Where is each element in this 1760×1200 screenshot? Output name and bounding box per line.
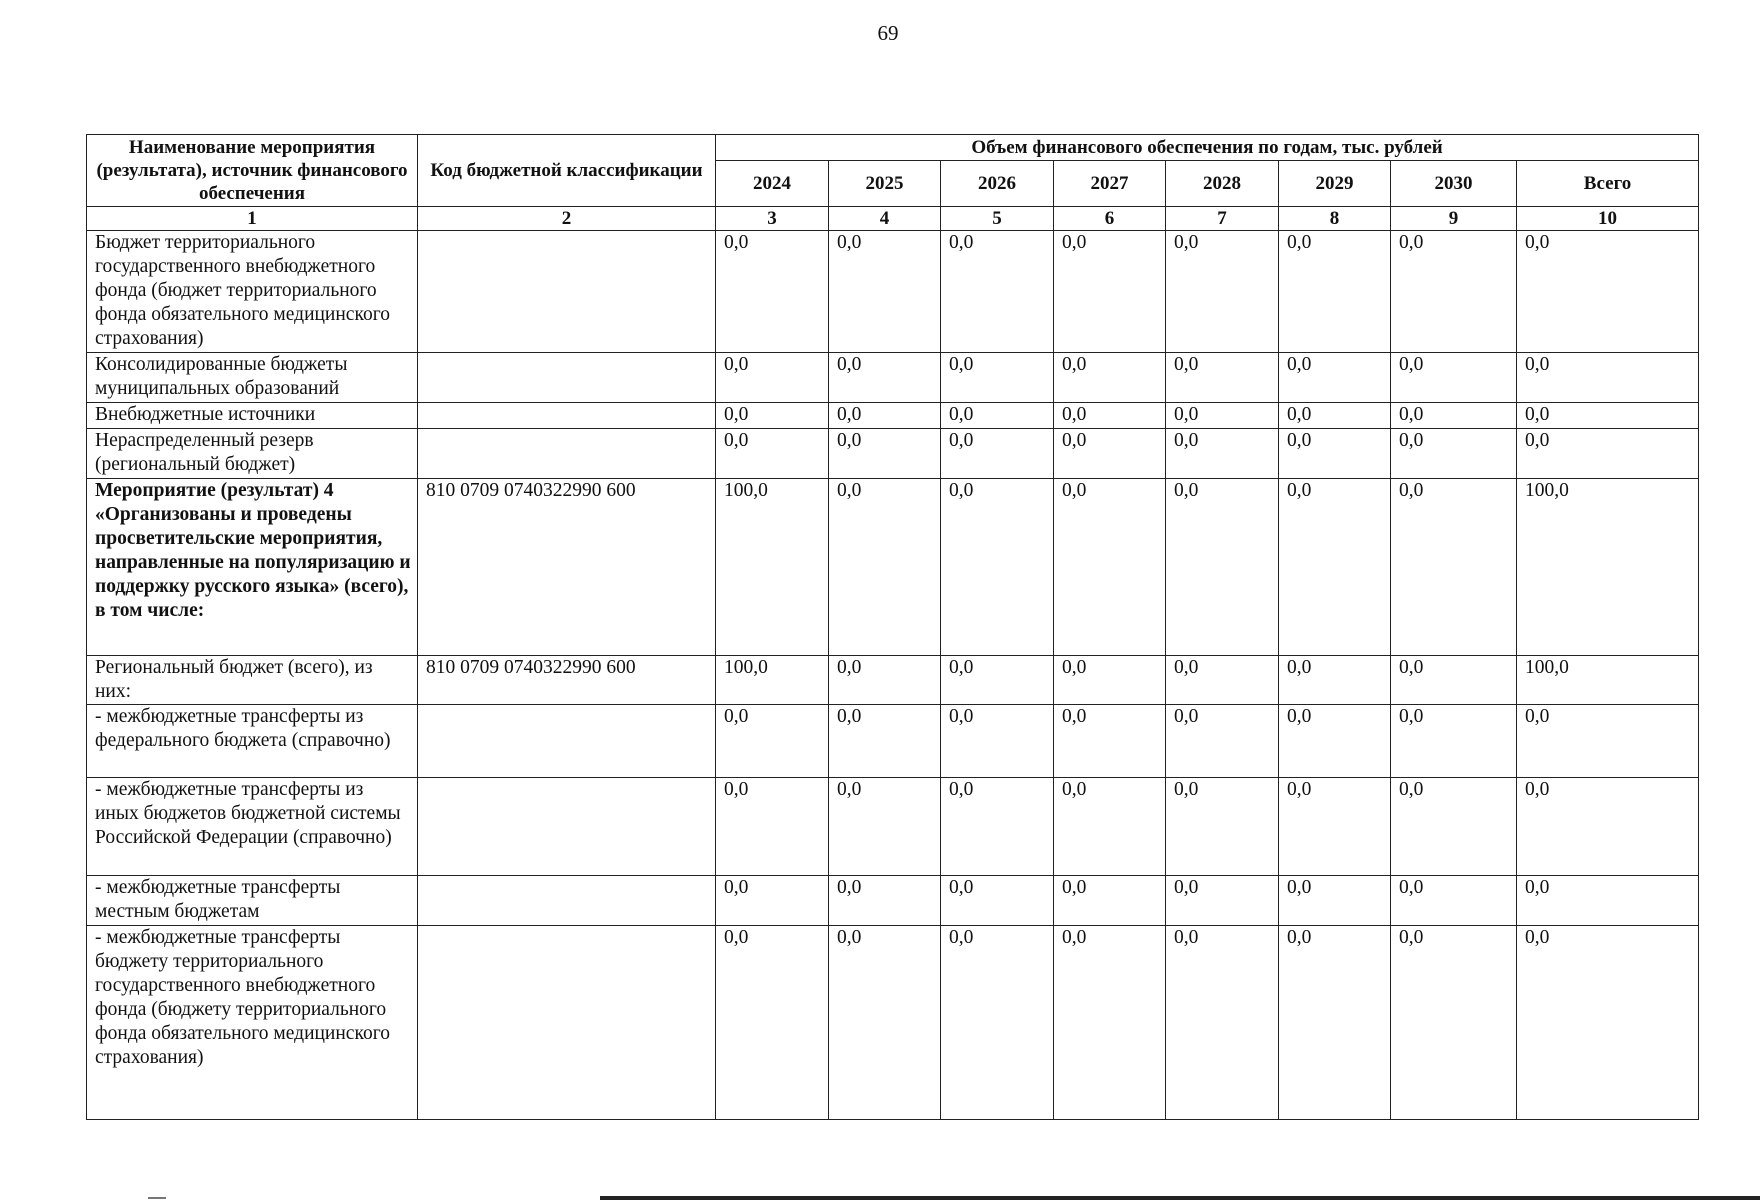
row-value: 0,0 [1279, 705, 1391, 778]
row-value: 0,0 [1054, 403, 1166, 429]
table-row [87, 876, 1699, 926]
row-total: 0,0 [1517, 876, 1699, 926]
scan-artifact-line [600, 1196, 1760, 1200]
row-value: 0,0 [1054, 429, 1166, 479]
header-year: 2026 [941, 161, 1054, 207]
row-value: 0,0 [941, 656, 1054, 705]
header-year: 2027 [1054, 161, 1166, 207]
row-total: 0,0 [1517, 231, 1699, 353]
row-value: 0,0 [941, 876, 1054, 926]
row-value: 0,0 [1279, 429, 1391, 479]
column-number: 8 [1279, 207, 1391, 231]
row-total: 100,0 [1517, 656, 1699, 705]
row-value: 0,0 [716, 353, 829, 403]
row-total: 0,0 [1517, 403, 1699, 429]
row-value: 0,0 [1054, 926, 1166, 1120]
row-value: 0,0 [1054, 231, 1166, 353]
row-value: 0,0 [716, 403, 829, 429]
row-value: 0,0 [1279, 778, 1391, 876]
row-value: 0,0 [1054, 778, 1166, 876]
row-value: 0,0 [941, 778, 1054, 876]
row-value: 0,0 [1391, 231, 1517, 353]
row-value: 0,0 [1279, 479, 1391, 656]
table-row [87, 705, 1699, 778]
row-name: - межбюджетные трансферты бюджету территориального государственного внебюджетного фонда (бюджету территориального фонда обязательного медицинского страхования) [87, 926, 418, 1120]
row-value: 0,0 [1054, 876, 1166, 926]
row-value: 0,0 [1391, 353, 1517, 403]
row-value: 0,0 [1391, 656, 1517, 705]
row-code: 810 0709 0740322990 600 [418, 656, 716, 705]
column-number: 2 [418, 207, 716, 231]
header-year: 2028 [1166, 161, 1279, 207]
row-value: 0,0 [1166, 778, 1279, 876]
row-value: 0,0 [941, 429, 1054, 479]
budget-table-wrapper [86, 134, 1699, 1120]
row-value: 0,0 [1279, 876, 1391, 926]
row-value: 0,0 [1166, 656, 1279, 705]
row-value: 0,0 [941, 479, 1054, 656]
row-value: 0,0 [1279, 231, 1391, 353]
row-name: Нераспределенный резерв (региональный бюджет) [87, 429, 418, 479]
row-value: 0,0 [1391, 778, 1517, 876]
table-row [87, 479, 1699, 656]
row-value: 0,0 [1054, 353, 1166, 403]
row-value: 0,0 [829, 429, 941, 479]
row-name: Консолидированные бюджеты муниципальных образований [87, 353, 418, 403]
column-number: 10 [1517, 207, 1699, 231]
table-row [87, 778, 1699, 876]
row-value: 0,0 [1166, 926, 1279, 1120]
table-row [87, 429, 1699, 479]
header-year: 2030 [1391, 161, 1517, 207]
header-row-numbers [87, 207, 1699, 231]
header-name: Наименование мероприятия (результата), источник финансового обеспечения [87, 135, 418, 207]
row-code [418, 353, 716, 403]
row-total: 0,0 [1517, 926, 1699, 1120]
row-value: 0,0 [829, 479, 941, 656]
table-row [87, 926, 1699, 1120]
row-value: 0,0 [941, 231, 1054, 353]
row-value: 0,0 [1166, 705, 1279, 778]
row-value: 0,0 [716, 231, 829, 353]
column-number: 1 [87, 207, 418, 231]
row-value: 0,0 [1391, 876, 1517, 926]
scan-artifact-dash [148, 1197, 166, 1199]
row-value: 0,0 [829, 353, 941, 403]
row-value: 0,0 [1391, 403, 1517, 429]
table-row [87, 403, 1699, 429]
column-number: 9 [1391, 207, 1517, 231]
row-code [418, 429, 716, 479]
row-value: 0,0 [716, 926, 829, 1120]
row-value: 0,0 [829, 705, 941, 778]
row-value: 0,0 [829, 778, 941, 876]
row-value: 0,0 [1279, 353, 1391, 403]
row-total: 0,0 [1517, 353, 1699, 403]
row-value: 0,0 [716, 876, 829, 926]
row-value: 0,0 [1391, 429, 1517, 479]
table-row [87, 353, 1699, 403]
row-total: 0,0 [1517, 705, 1699, 778]
column-number: 3 [716, 207, 829, 231]
header-volume: Объем финансового обеспечения по годам, тыс. рублей [716, 135, 1699, 161]
row-name: Мероприятие (результат) 4 «Организованы и проведены просветительские мероприятия, направленные на популяризацию и поддержку русского языка» (всего), в том числе: [87, 479, 418, 656]
row-code [418, 705, 716, 778]
column-number: 6 [1054, 207, 1166, 231]
row-code [418, 876, 716, 926]
row-name: Бюджет территориального государственного внебюджетного фонда (бюджет территориального фонда обязательного медицинского страхования) [87, 231, 418, 353]
row-code: 810 0709 0740322990 600 [418, 479, 716, 656]
row-value: 0,0 [716, 705, 829, 778]
header-year: 2029 [1279, 161, 1391, 207]
row-code [418, 403, 716, 429]
row-value: 0,0 [829, 656, 941, 705]
row-value: 0,0 [1279, 403, 1391, 429]
row-total: 100,0 [1517, 479, 1699, 656]
row-value: 0,0 [1166, 403, 1279, 429]
row-value: 0,0 [1391, 926, 1517, 1120]
row-value: 0,0 [1279, 656, 1391, 705]
row-name: Внебюджетные источники [87, 403, 418, 429]
row-value: 0,0 [1391, 705, 1517, 778]
row-value: 0,0 [1166, 479, 1279, 656]
row-value: 0,0 [716, 778, 829, 876]
row-name: - межбюджетные трансферты из иных бюджетов бюджетной системы Российской Федерации (справочно) [87, 778, 418, 876]
row-value: 0,0 [1166, 231, 1279, 353]
header-year: 2024 [716, 161, 829, 207]
row-value: 0,0 [829, 231, 941, 353]
row-value: 0,0 [1166, 429, 1279, 479]
row-code [418, 231, 716, 353]
page-number: 69 [877, 21, 899, 45]
row-value: 100,0 [716, 479, 829, 656]
table-row [87, 231, 1699, 353]
row-name: - межбюджетные трансферты местным бюджетам [87, 876, 418, 926]
row-value: 0,0 [1166, 353, 1279, 403]
column-number: 4 [829, 207, 941, 231]
row-value: 0,0 [1054, 479, 1166, 656]
row-name: Региональный бюджет (всего), из них: [87, 656, 418, 705]
header-row-1 [87, 135, 1699, 161]
row-value: 0,0 [716, 429, 829, 479]
row-code [418, 778, 716, 876]
row-value: 0,0 [941, 926, 1054, 1120]
column-number: 7 [1166, 207, 1279, 231]
column-number: 5 [941, 207, 1054, 231]
row-value: 0,0 [1166, 876, 1279, 926]
row-value: 0,0 [829, 403, 941, 429]
row-value: 0,0 [941, 403, 1054, 429]
row-total: 0,0 [1517, 778, 1699, 876]
row-value: 0,0 [829, 926, 941, 1120]
row-name: - межбюджетные трансферты из федерального бюджета (справочно) [87, 705, 418, 778]
row-value: 0,0 [829, 876, 941, 926]
header-code: Код бюджетной классификации [418, 135, 716, 207]
table-row [87, 656, 1699, 705]
header-year: 2025 [829, 161, 941, 207]
budget-table [86, 134, 1699, 1120]
header-total: Всего [1517, 161, 1699, 207]
row-value: 0,0 [941, 705, 1054, 778]
row-value: 0,0 [1391, 479, 1517, 656]
row-value: 0,0 [1279, 926, 1391, 1120]
row-value: 0,0 [941, 353, 1054, 403]
row-total: 0,0 [1517, 429, 1699, 479]
row-value: 0,0 [1054, 705, 1166, 778]
row-code [418, 926, 716, 1120]
row-value: 0,0 [1054, 656, 1166, 705]
row-value: 100,0 [716, 656, 829, 705]
